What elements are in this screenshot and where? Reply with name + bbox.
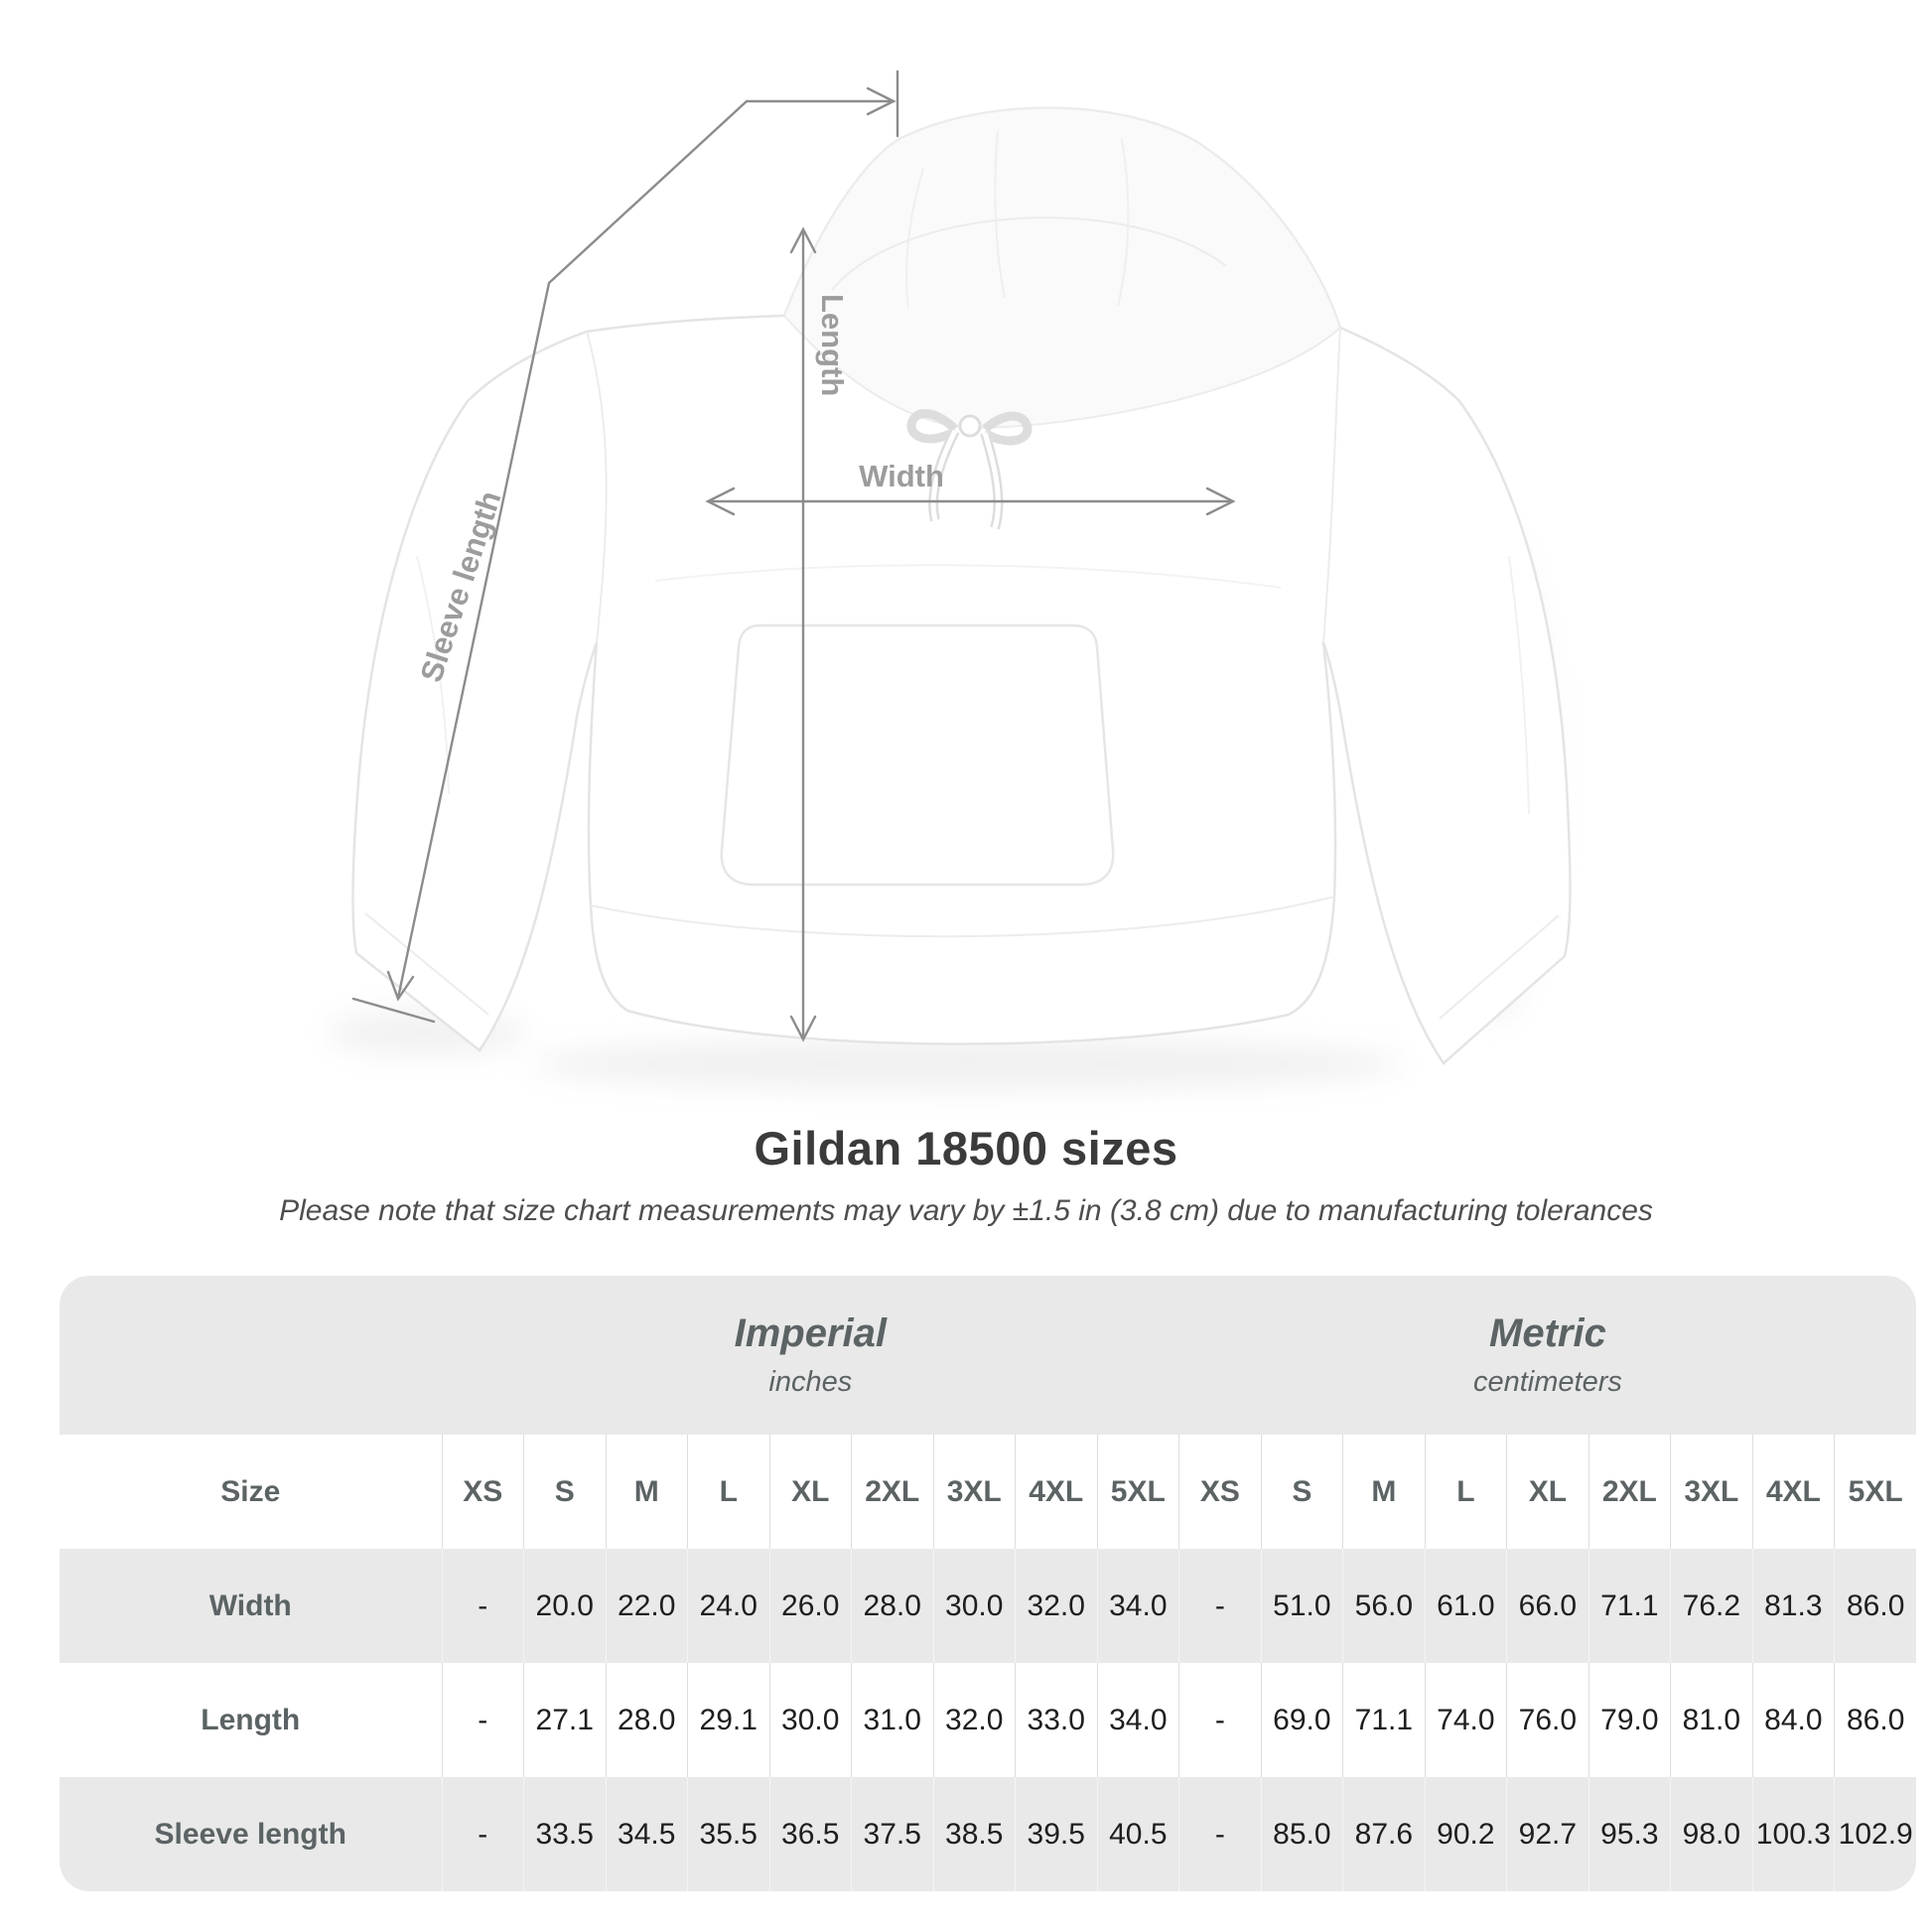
size-value-cell: 35.5	[688, 1777, 770, 1891]
sleeve-length-row	[60, 1777, 1916, 1891]
size-value-cell: 31.0	[852, 1663, 934, 1777]
kangaroo-pocket	[722, 625, 1113, 885]
size-col-header: XS	[442, 1435, 524, 1549]
size-value-cell: 102.9	[1835, 1777, 1916, 1891]
size-value-cell: 85.0	[1261, 1777, 1343, 1891]
size-value-cell: 87.6	[1343, 1777, 1426, 1891]
size-value-cell: 51.0	[1261, 1549, 1343, 1663]
size-col-header: 2XL	[1588, 1435, 1671, 1549]
hoodie-body	[352, 108, 1570, 1063]
size-value-cell: 56.0	[1343, 1549, 1426, 1663]
size-value-cell: 28.0	[852, 1549, 934, 1663]
width-row-label: Width	[60, 1549, 442, 1663]
size-value-cell: -	[442, 1663, 524, 1777]
size-value-cell: -	[442, 1549, 524, 1663]
table-corner-cell	[60, 1276, 442, 1435]
size-value-cell: 79.0	[1588, 1663, 1671, 1777]
size-value-cell: 20.0	[524, 1549, 607, 1663]
length-label: Length	[815, 294, 850, 397]
size-value-cell: 40.5	[1097, 1777, 1179, 1891]
size-table	[60, 1276, 1916, 1891]
size-value-cell: 71.1	[1588, 1549, 1671, 1663]
size-value-cell: 28.0	[606, 1663, 688, 1777]
size-value-cell: 61.0	[1425, 1549, 1507, 1663]
size-value-cell: -	[1179, 1549, 1262, 1663]
size-value-cell: 30.0	[933, 1549, 1016, 1663]
size-col-header: M	[606, 1435, 688, 1549]
size-col-header: 4XL	[1016, 1435, 1098, 1549]
size-col-header: S	[1261, 1435, 1343, 1549]
size-header-label: Size	[220, 1474, 281, 1508]
size-col-header: XS	[1179, 1435, 1262, 1549]
size-value-cell: 98.0	[1671, 1777, 1753, 1891]
size-value-cell: 30.0	[769, 1663, 852, 1777]
width-row	[60, 1549, 1916, 1663]
size-value-cell: 66.0	[1507, 1549, 1589, 1663]
imperial-group-unit: inches	[768, 1366, 853, 1398]
size-value-cell: 76.2	[1671, 1549, 1753, 1663]
size-value-cell: 27.1	[524, 1663, 607, 1777]
size-value-cell: 90.2	[1425, 1777, 1507, 1891]
size-col-header: 5XL	[1835, 1435, 1916, 1549]
size-value-cell: 92.7	[1507, 1777, 1589, 1891]
size-col-header: L	[1425, 1435, 1507, 1549]
size-value-cell: 34.5	[606, 1777, 688, 1891]
metric-group-title: Metric	[1489, 1311, 1606, 1355]
size-value-cell: 24.0	[688, 1549, 770, 1663]
size-value-cell: 84.0	[1752, 1663, 1835, 1777]
size-value-cell: 81.3	[1752, 1549, 1835, 1663]
size-col-header: 2XL	[852, 1435, 934, 1549]
sleeve-length-row-label: Sleeve length	[60, 1777, 442, 1891]
size-value-cell: 29.1	[688, 1663, 770, 1777]
size-col-header: L	[688, 1435, 770, 1549]
metric-group-unit: centimeters	[1472, 1366, 1622, 1398]
size-value-cell: 26.0	[769, 1549, 852, 1663]
size-value-cell: 34.0	[1097, 1663, 1179, 1777]
size-value-cell: -	[1179, 1663, 1262, 1777]
sleeve-length-label: Sleeve length	[413, 486, 508, 687]
size-value-cell: 33.5	[524, 1777, 607, 1891]
length-row-label: Length	[201, 1703, 301, 1736]
size-value-cell: -	[1179, 1777, 1262, 1891]
size-value-cell: 100.3	[1752, 1777, 1835, 1891]
size-value-cell: 39.5	[1016, 1777, 1098, 1891]
size-col-header: 4XL	[1752, 1435, 1835, 1549]
imperial-group-header	[442, 1276, 1179, 1435]
size-col-header: XL	[769, 1435, 852, 1549]
size-col-header: M	[1343, 1435, 1426, 1549]
size-value-cell: 32.0	[1016, 1549, 1098, 1663]
size-value-cell: 86.0	[1835, 1663, 1916, 1777]
size-header-row	[60, 1435, 1916, 1549]
size-value-cell: 34.0	[1097, 1549, 1179, 1663]
size-col-header: 3XL	[1671, 1435, 1753, 1549]
size-value-cell: 69.0	[1261, 1663, 1343, 1777]
imperial-group-title: Imperial	[734, 1311, 888, 1355]
size-value-cell: 37.5	[852, 1777, 934, 1891]
size-value-cell: 33.0	[1016, 1663, 1098, 1777]
length-row	[60, 1663, 1916, 1777]
metric-group-header	[1179, 1276, 1916, 1435]
size-value-cell: 81.0	[1671, 1663, 1753, 1777]
size-value-cell: 32.0	[933, 1663, 1016, 1777]
page-title: Gildan 18500 sizes	[754, 1122, 1178, 1174]
size-value-cell: -	[442, 1777, 524, 1891]
tolerance-note: Please note that size chart measurements may vary by ±1.5 in (3.8 cm) due to manufacturing tolerances	[279, 1194, 1653, 1227]
size-value-cell: 95.3	[1588, 1777, 1671, 1891]
size-value-cell: 71.1	[1343, 1663, 1426, 1777]
size-col-header: 5XL	[1097, 1435, 1179, 1549]
size-col-header: 3XL	[933, 1435, 1016, 1549]
size-value-cell: 86.0	[1835, 1549, 1916, 1663]
size-value-cell: 36.5	[769, 1777, 852, 1891]
size-value-cell: 22.0	[606, 1549, 688, 1663]
unit-group-header-row	[60, 1276, 1916, 1435]
size-col-header: XL	[1507, 1435, 1589, 1549]
size-col-header: S	[524, 1435, 607, 1549]
width-label: Width	[859, 459, 944, 493]
size-value-cell: 76.0	[1507, 1663, 1589, 1777]
size-value-cell: 38.5	[933, 1777, 1016, 1891]
size-value-cell: 74.0	[1425, 1663, 1507, 1777]
